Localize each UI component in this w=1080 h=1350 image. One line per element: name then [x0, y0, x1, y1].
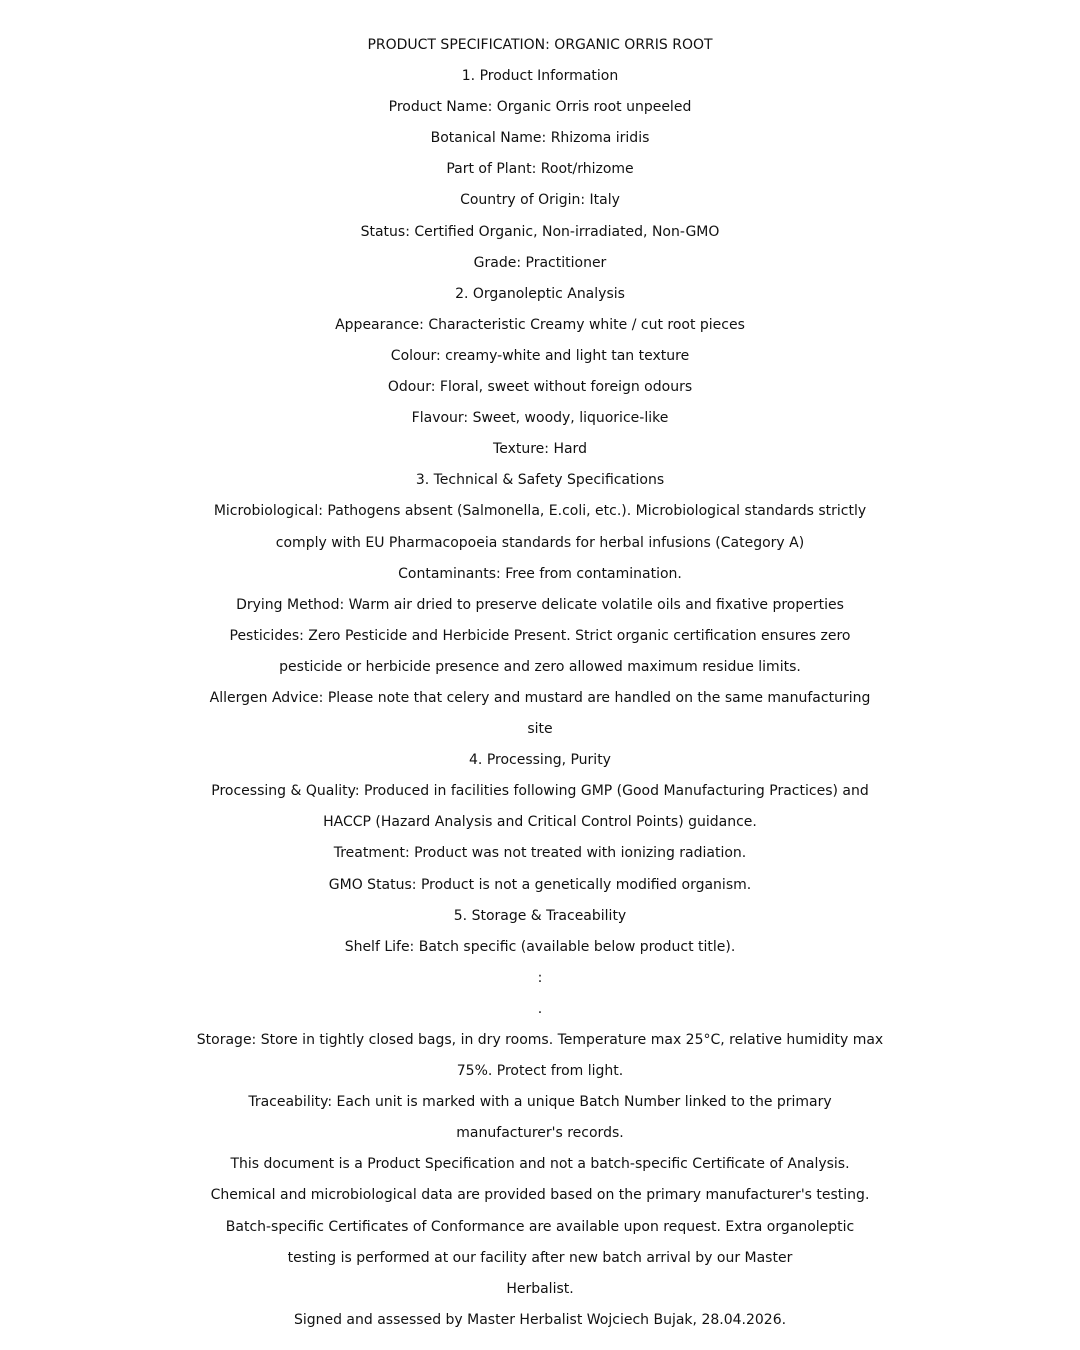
spec-line-flavour: Flavour: Sweet, woody, liquorice-like — [411, 410, 669, 427]
spec-line-processing-quality-continued: HACCP (Hazard Analysis and Critical Control Points) guidance. — [323, 814, 757, 831]
disclaimer-line-3: Batch-specific Certificates of Conformance are available upon request. Extra organoleptic — [225, 1218, 855, 1235]
separator-dot: . — [537, 1000, 543, 1017]
signature-line: Signed and assessed by Master Herbalist Wojciech Bujak, 28.04.2026. — [293, 1311, 787, 1328]
specification-document — [0, 30, 1080, 1336]
spec-line-pesticides-continued: pesticide or herbicide presence and zero allowed maximum residue limits. — [279, 658, 801, 675]
spec-line-botanical-name: Botanical Name: Rhizoma iridis — [430, 130, 650, 147]
separator-colon: : — [537, 969, 543, 986]
document-title: PRODUCT SPECIFICATION: ORGANIC ORRIS ROOT — [367, 37, 713, 53]
section-heading-product-information: 1. Product Information — [461, 68, 619, 85]
spec-line-treatment: Treatment: Product was not treated with ionizing radiation. — [333, 845, 747, 862]
section-heading-processing-purity: 4. Processing, Purity — [469, 752, 611, 769]
disclaimer-line-4: testing is performed at our facility after new batch arrival by our Master — [287, 1249, 793, 1266]
spec-line-microbiological-continued: comply with EU Pharmacopoeia standards for herbal infusions (Category A) — [275, 534, 805, 551]
section-heading-organoleptic-analysis: 2. Organoleptic Analysis — [455, 285, 625, 302]
spec-line-status: Status: Certified Organic, Non-irradiated, Non-GMO — [360, 223, 720, 240]
spec-line-part-of-plant: Part of Plant: Root/rhizome — [446, 161, 634, 178]
spec-line-allergen-advice-continued: site — [527, 721, 553, 738]
disclaimer-line-1: This document is a Product Specification and not a batch-specific Certificate of Analysis. — [230, 1156, 850, 1173]
spec-line-allergen-advice: Allergen Advice: Please note that celery and mustard are handled on the same manufacturing — [209, 689, 871, 706]
spec-line-colour: Colour: creamy-white and light tan texture — [390, 347, 690, 364]
spec-line-contaminants: Contaminants: Free from contamination. — [398, 565, 682, 582]
spec-line-traceability-continued: manufacturer's records. — [456, 1125, 624, 1142]
spec-line-shelf-life: Shelf Life: Batch specific (available below product title). — [344, 938, 736, 955]
spec-line-gmo-status: GMO Status: Product is not a genetically modified organism. — [328, 876, 752, 893]
spec-line-pesticides: Pesticides: Zero Pesticide and Herbicide Present. Strict organic certification ensures zero — [229, 627, 851, 644]
spec-line-drying-method: Drying Method: Warm air dried to preserve delicate volatile oils and fixative properties — [236, 596, 844, 613]
spec-line-odour: Odour: Floral, sweet without foreign odours — [387, 379, 693, 396]
spec-line-product-name: Product Name: Organic Orris root unpeeled — [388, 99, 692, 116]
spec-line-country-of-origin: Country of Origin: Italy — [460, 192, 620, 209]
section-heading-storage-traceability: 5. Storage & Traceability — [453, 907, 627, 924]
spec-line-processing-quality: Processing & Quality: Produced in facilities following GMP (Good Manufacturing Practices) and — [211, 783, 869, 800]
disclaimer-line-5: Herbalist. — [506, 1280, 574, 1297]
section-heading-technical-safety: 3. Technical & Safety Specifications — [415, 472, 665, 489]
spec-line-grade: Grade: Practitioner — [473, 254, 607, 271]
spec-line-storage: Storage: Store in tightly closed bags, in dry rooms. Temperature max 25°C, relative humidity max — [196, 1032, 884, 1048]
spec-line-traceability: Traceability: Each unit is marked with a unique Batch Number linked to the primary — [248, 1094, 832, 1111]
spec-line-appearance: Appearance: Characteristic Creamy white / cut root pieces — [335, 316, 745, 333]
spec-line-storage-continued: 75%. Protect from light. — [456, 1063, 624, 1080]
disclaimer-line-2: Chemical and microbiological data are provided based on the primary manufacturer's testing. — [210, 1187, 870, 1204]
spec-line-microbiological: Microbiological: Pathogens absent (Salmonella, E.coli, etc.). Microbiological standards strictly — [213, 503, 867, 520]
spec-line-texture: Texture: Hard — [493, 441, 587, 458]
